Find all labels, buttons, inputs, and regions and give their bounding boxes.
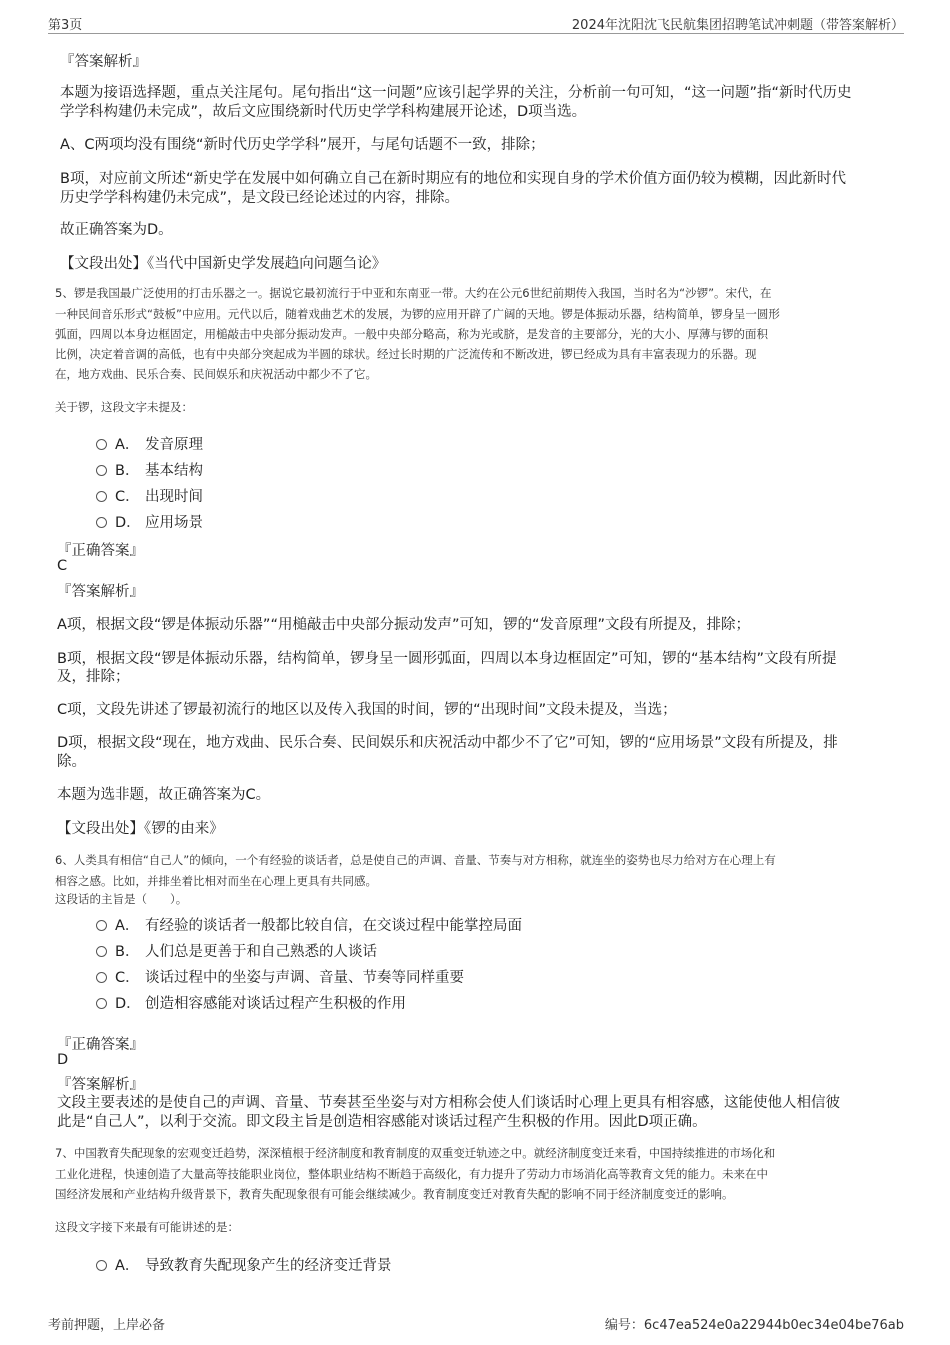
document-title: 2024年沈阳沈飞民航集团招聘笔试冲刺题（带答案解析）	[571, 18, 904, 33]
q5-passage-line1: 5、锣是我国最广泛使用的打击乐器之一。据说它最初流行于中亚和东南亚一带。大约在公元6世纪前期传入我国，当时名为“沙锣”。宋代，在	[55, 286, 772, 300]
q6-option-d[interactable]: D． 创造相容感能对谈话过程产生积极的作用	[96, 992, 406, 1013]
q6-passage-line1: 6、人类具有相信“自己人”的倾向，一个有经验的谈话者，总是使自己的声调、音量、节奏与对方相称，就连坐的姿势也尽力给对方在心理上有	[55, 853, 776, 867]
radio-icon[interactable]	[96, 920, 107, 931]
radio-icon[interactable]	[96, 972, 107, 983]
q4-analysis-p3-line1: B项，对应前文所述“新史学在发展中如何确立自己在新时期应有的地位和实现自身的学术价值方面仍较为模糊，因此新时代	[60, 171, 846, 187]
q5-passage-line2: 一种民间音乐形式“鼓板”中应用。元代以后，随着戏曲艺术的发展，为锣的应用开辟了广阔的天地。锣是体振动乐器，结构简单，锣身呈一圆形	[55, 307, 780, 321]
q4-analysis-p1-line2: 学学科构建仍未完成”，故后文应围绕新时代历史学学科构建展开论述，D项当选。	[60, 104, 587, 120]
page-number: 第3页	[48, 18, 83, 33]
q5-passage-line4: 比例，决定着音调的高低，也有中央部分突起成为半圆的球状。经过长时期的广泛流传和不断改进，锣已经成为具有丰富表现力的乐器。现	[55, 347, 757, 361]
q4-analysis-p1-line1: 本题为接语选择题，重点关注尾句。尾句指出“这一问题”应该引起学界的关注，分析前一句可知，“这一问题”指“新时代历史	[60, 85, 852, 101]
q5-analysis-d-line2: 除。	[57, 754, 86, 770]
q5-passage-line5: 在，地方戏曲、民乐合奏、民间娱乐和庆祝活动中都少不了它。	[55, 367, 377, 381]
q6-analysis-line1: 文段主要表述的是使自己的声调、音量、节奏甚至坐姿与对方相称会使人们谈话时心理上更具有相容感，这能使他人相信彼	[57, 1095, 840, 1111]
q5-analysis-d-line1: D项，根据文段“现在，地方戏曲、民乐合奏、民间娱乐和庆祝活动中都少不了它”可知，锣的“应用场景”文段有所提及，排	[57, 735, 838, 751]
radio-icon[interactable]	[96, 439, 107, 450]
q6-stem: 这段话的主旨是（ ）。	[55, 892, 188, 906]
q6-analysis-label: 『答案解析』	[57, 1077, 144, 1093]
radio-icon[interactable]	[96, 998, 107, 1009]
q7-passage-line3: 国经济发展和产业结构升级背景下，教育失配现象很有可能会继续减少。教育制度变迁对教育失配的影响不同于经济制度变迁的影响。	[55, 1187, 734, 1201]
q4-analysis-label: 『答案解析』	[60, 54, 147, 70]
radio-icon[interactable]	[96, 1260, 107, 1271]
q5-analysis-a: A项，根据文段“锣是体振动乐器”“用槌敲击中央部分振动发声”可知，锣的“发音原理”文段有所提及，排除；	[57, 617, 750, 633]
q6-option-c[interactable]: C． 谈话过程中的坐姿与声调、音量、节奏等同样重要	[96, 966, 464, 987]
q6-analysis-line2: 此是“自己人”，以利于交流。即文段主旨是创造相容感能对谈话过程产生积极的作用。因此D项正确。	[57, 1114, 707, 1130]
header-divider	[48, 33, 904, 34]
q4-source: 【文段出处】《当代中国新史学发展趋向问题刍论》	[60, 256, 387, 272]
q5-answer-label: 『正确答案』	[57, 543, 144, 559]
q4-analysis-p3-line2: 历史学学科构建仍未完成”，是文段已经论述过的内容，排除。	[60, 190, 460, 206]
q5-answer: C	[57, 558, 68, 574]
q6-answer-label: 『正确答案』	[57, 1037, 144, 1053]
q5-analysis-c: C项，文段先讲述了锣最初流行的地区以及传入我国的时间，锣的“出现时间”文段未提及，当选；	[57, 702, 677, 718]
q5-analysis-b-line1: B项，根据文段“锣是体振动乐器，结构简单，锣身呈一圆形弧面，四周以本身边框固定”可知，锣的“基本结构”文段有所提	[57, 651, 837, 667]
q5-option-a[interactable]: A． 发音原理	[96, 433, 203, 454]
q5-passage-line3: 弧面，四周以本身边框固定，用槌敲击中央部分振动发声。一般中央部分略高，称为光或脐，是发音的主要部分，光的大小、厚薄与锣的面积	[55, 327, 768, 341]
q6-answer: D	[57, 1052, 69, 1068]
q7-passage-line2: 工业化进程，快速创造了大量高等技能职业岗位，整体职业结构不断趋于高级化，有力提升了劳动力市场消化高等教育文凭的能力。未来在中	[55, 1167, 768, 1181]
q5-stem: 关于锣，这段文字未提及：	[55, 400, 193, 414]
q5-source: 【文段出处】《锣的由来》	[57, 821, 224, 837]
q7-passage-line1: 7、中国教育失配现象的宏观变迁趋势，深深植根于经济制度和教育制度的双重变迁轨迹之中。就经济制度变迁来看，中国持续推进的市场化和	[55, 1146, 776, 1160]
footer-serial-number: 编号：6c47ea524e0a22944b0ec34e04be76ab	[604, 1318, 904, 1333]
radio-icon[interactable]	[96, 517, 107, 528]
q6-option-a[interactable]: A． 有经验的谈话者一般都比较自信，在交谈过程中能掌控局面	[96, 914, 522, 935]
q6-option-b[interactable]: B． 人们总是更善于和自己熟悉的人谈话	[96, 940, 377, 961]
footer-slogan: 考前押题，上岸必备	[48, 1318, 166, 1333]
radio-icon[interactable]	[96, 946, 107, 957]
q7-option-a[interactable]: A． 导致教育失配现象产生的经济变迁背景	[96, 1254, 392, 1275]
q7-stem: 这段文字接下来最有可能讲述的是：	[55, 1220, 239, 1234]
radio-icon[interactable]	[96, 465, 107, 476]
q5-analysis-conclusion: 本题为选非题，故正确答案为C。	[57, 787, 271, 803]
q5-option-b[interactable]: B． 基本结构	[96, 459, 203, 480]
q5-analysis-b-line2: 及，排除；	[57, 669, 130, 685]
q4-analysis-p2: A、C两项均没有围绕“新时代历史学学科”展开，与尾句话题不一致，排除；	[60, 137, 545, 153]
q5-option-c[interactable]: C． 出现时间	[96, 485, 203, 506]
q4-analysis-p4: 故正确答案为D。	[60, 222, 173, 238]
q6-passage-line2: 相容之感。比如，并排坐着比相对而坐在心理上更具有共同感。	[55, 874, 377, 888]
radio-icon[interactable]	[96, 491, 107, 502]
q5-option-d[interactable]: D． 应用场景	[96, 511, 203, 532]
q5-analysis-label: 『答案解析』	[57, 584, 144, 600]
